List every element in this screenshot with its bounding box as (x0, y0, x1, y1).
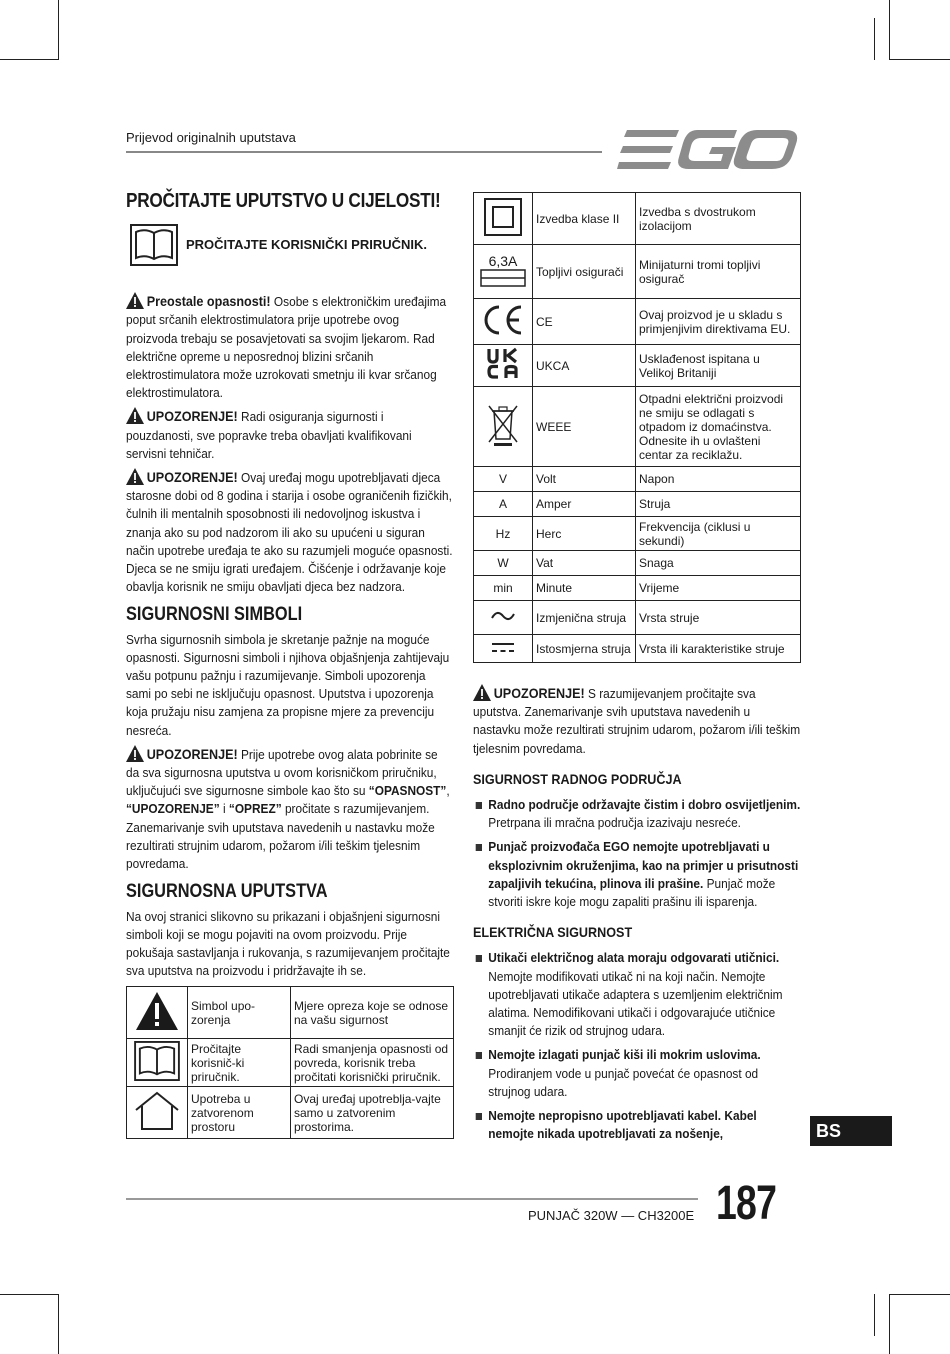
symbol-cell (474, 345, 533, 387)
list-item: Utikači električnog alata moraju odgovarati utičnici. Nemojte modifikovati utikač ni na koji način. Nemojte upotrebljavati utikače adaptera s uzemljenim električnim alatima. Nemodifikovani utikači i odgovarajuće utičnice smanjit će rizik od strujnog udara. (473, 949, 801, 1040)
symbol-name: UKCA (533, 345, 636, 387)
symbol-text: Hz (474, 517, 533, 551)
list-item: Radno područje održavajte čistim i dobro osvijetljenim. Pretrpana ili mračna područja izazivaju nesreće. (473, 796, 801, 832)
symbol-desc: Minijaturni tromi topljivi osigurač (636, 245, 801, 299)
table-row (474, 576, 801, 601)
list-item: Punjač proizvođača EGO nemojte upotrebljavati u eksplozivnim okruženjima, kao na primjer u prisutnosti zapaljivih tekućina, plinova ili prašine. Punjač može stvoriti iskre koje mogu zapaliti prašinu ili isparenja. (473, 838, 801, 911)
symbol-name: Volt (533, 467, 636, 492)
warning-triangle-icon (135, 991, 179, 1031)
warning-icon (126, 468, 144, 485)
dc-current-icon (491, 641, 515, 653)
ce-mark-icon (481, 304, 525, 336)
symbol-text: A (474, 492, 533, 517)
symbol-name: WEEE (533, 387, 636, 467)
table-row (474, 345, 801, 387)
symbol-name: Izmjenična struja (533, 601, 636, 635)
list-item: Nemojte nepropisno upotrebljavati kabel. Kabel nemojte nikada upotrebljavati za nošenje, (473, 1107, 801, 1143)
table-row (127, 987, 454, 1039)
safety-symbols-table (126, 986, 454, 1139)
crop-mark (0, 59, 58, 60)
symbol-desc: Vrsta ili karakteristike struje (636, 635, 801, 663)
symbol-name: Topljivi osigurači (533, 245, 636, 299)
symbol-cell (127, 1039, 188, 1087)
house-icon (133, 1090, 181, 1132)
symbol-cell (474, 601, 533, 635)
warning-icon (126, 292, 144, 309)
paragraph-symbols-purpose: Svrha sigurnosnih simbola je skretanje pažnje na moguće opasnosti. Sigurnosni simboli i njihova objašnjenja zahtijevaju vašu potpunu pažnju i razumijevanje. Simboli upozorenja sami po sebi ne isključuju opasnost. Uputstva i upozorenja koja pružaju nisu zamjena za propisne mjere za prevenciju nesreća. (126, 631, 450, 738)
symbol-cell (474, 635, 533, 663)
header-rule (126, 151, 602, 153)
manual-book-icon (130, 224, 178, 266)
manual-book-icon (133, 1041, 181, 1081)
warning-icon (126, 407, 144, 424)
right-column-text (473, 684, 801, 1149)
symbol-desc: Frekvencija (ciklusi u sekundi) (636, 517, 801, 551)
crop-mark (890, 59, 950, 60)
paragraph-instructions-intro: Na ovoj stranici slikovno su prikazani i objašnjeni sigurnosni simboli koji se mogu pojaviti na ovom proizvodu. Prije pokušaja sastavljanja i rukovanja, s razumijevanjem pročitajte sva uputstva na proizvodu i pridržavajte ih se. (126, 908, 450, 979)
paragraph-warning-children: UPOZORENJE! Ovaj uređaj mogu upotrebljavati djeca starosne dobi od 8 godina i starija i osobe ograničenih fizičkih, čulnih ili mentalnih sposobnosti ili nedovoljnog iskustva i znanja ako su pod nadzorom ili ako su upućeni u siguran način upotrebe uređaja te ako su razumjeli moguće opasnosti. Djeca se ne smiju igrati uređajem. Čišćenje i održavanje koje obavlja korisnik ne smiju obavljati djeca bez nadzora. (126, 469, 453, 595)
heading-work-area-safety: SIGURNOST RADNOG PODRUČJA (473, 770, 682, 787)
symbol-cell (127, 987, 188, 1039)
crop-mark (874, 1294, 875, 1336)
symbol-name: Minute (533, 576, 636, 601)
paragraph-warning-repairs: UPOZORENJE! Radi osiguranja sigurnosti i pouzdanosti, sve popravke treba obavljati kvalifikovani servisni tehničar. (126, 408, 412, 461)
paragraph-warning-read: UPOZORENJE! Prije upotrebe ovog alata pobrinite se da sva sigurnosna uputstva u ovom korisničkom priručniku, uključujući sve sigurnosne simbole kao što su “OPASNOST”, “UPOZORENJE” i “OPREZ” pročitate s razumijevanjem. Zanemarivanje svih uputstava navedenih u nastavku može rezultirati strujnim udarom, požarom i/ili teškim tjelesnim povredama. (126, 745, 450, 872)
left-column (126, 192, 454, 1139)
table-row (474, 245, 801, 299)
fuse-rating: 6,3A (488, 253, 518, 269)
symbol-desc: Ovaj proizvod je u skladu s primjenjivim direktivama EU. (636, 299, 801, 345)
footer-rule (126, 1198, 698, 1200)
table-row (127, 1039, 454, 1087)
crop-mark (889, 0, 890, 60)
symbol-desc: Vrijeme (636, 576, 801, 601)
language-tab: BS (810, 1116, 892, 1146)
crop-mark (889, 1294, 890, 1354)
crop-mark (58, 0, 59, 60)
symbol-desc: Mjere opreza koje se odnose na vašu sigurnost (291, 987, 454, 1039)
symbol-desc: Ovaj uređaj upotreblja-vajte samo u zatvorenim prostorima. (291, 1087, 454, 1139)
header-title: Prijevod originalnih uputstava (126, 130, 296, 145)
symbol-desc: Izvedba s dvostrukom izolacijom (636, 193, 801, 245)
weee-bin-icon (486, 403, 520, 447)
symbol-desc: Snaga (636, 551, 801, 576)
fuse-icon (480, 269, 526, 287)
symbol-text: V (474, 467, 533, 492)
symbol-cell (474, 193, 533, 245)
crop-mark (0, 1294, 58, 1295)
symbol-name: Simbol upo-zorenja (188, 987, 291, 1039)
symbol-desc: Struja (636, 492, 801, 517)
ukca-mark-icon (486, 347, 520, 381)
paragraph-warning-read-all: UPOZORENJE! S razumijevanjem pročitajte sva uputstva. Zanemarivanje svih uputstava navedenih u nastavku može rezultirati strujnim udarom, požarom i/ili teškim tjelesnim povredama. (473, 685, 801, 756)
symbol-cell (127, 1087, 188, 1139)
table-row (474, 492, 801, 517)
symbol-text: W (474, 551, 533, 576)
right-column (473, 192, 801, 663)
symbol-name: Izvedba klase II (533, 193, 636, 245)
warning-icon (126, 745, 144, 762)
symbol-cell (474, 387, 533, 467)
symbol-name: Pročitajte korisnič-ki priručnik. (188, 1039, 291, 1087)
ac-current-icon (490, 609, 516, 623)
symbol-name: Vat (533, 551, 636, 576)
read-manual-label: PROČITAJTE KORISNIČKI PRIRUČNIK. (186, 237, 427, 253)
table-row (474, 635, 801, 663)
symbol-name: Amper (533, 492, 636, 517)
symbol-desc: Radi smanjenja opasnosti od povreda, korisnik treba pročitati korisnički priručnik. (291, 1039, 454, 1087)
symbol-desc: Usklađenost ispitana u Velikoj Britaniji (636, 345, 801, 387)
table-row (474, 387, 801, 467)
crop-mark (890, 1294, 950, 1295)
heading-electrical-safety: ELEKTRIČNA SIGURNOST (473, 924, 633, 941)
table-row (474, 551, 801, 576)
symbol-name: Herc (533, 517, 636, 551)
symbol-cell (474, 299, 533, 345)
symbol-desc: Vrsta struje (636, 601, 801, 635)
symbols-table (473, 192, 801, 663)
class-ii-icon (483, 197, 523, 237)
read-manual-notice (130, 224, 454, 266)
footer-product: PUNJAČ 320W — CH3200E (528, 1208, 695, 1223)
warning-icon (473, 684, 491, 701)
table-row (474, 299, 801, 345)
symbol-text: min (474, 576, 533, 601)
symbol-cell (474, 245, 533, 299)
heading-safety-symbols: SIGURNOSNI SIMBOLI (126, 604, 303, 626)
crop-mark (874, 18, 875, 60)
paragraph-residual-risks: Preostale opasnosti! Osobe s elektroničkim uređajima poput srčanih elektrostimulatora prije upotrebe ovog proizvoda trebaju se posavjetovati sa svojim ljekarom. Rad električne opreme u neposrednoj blizini srčanih elektrostimulatora može uzrokovati smetnju ili kvar srčanog elektrostimulatora. (126, 293, 447, 401)
symbol-name: Istosmjerna struja (533, 635, 636, 663)
main-title: PROČITAJTE UPUTSTVO U CIJELOSTI! (126, 190, 441, 212)
page-number: 187 (716, 1177, 777, 1230)
crop-mark (58, 1294, 59, 1354)
symbol-name: CE (533, 299, 636, 345)
table-row (474, 517, 801, 551)
table-row (127, 1087, 454, 1139)
symbol-desc: Otpadni električni proizvodi ne smiju se odlagati s otpadom iz domaćinstva. Odnesite ih u ovlašteni centar za reciklažu. (636, 387, 801, 467)
ego-logo (617, 130, 799, 175)
list-item: Nemojte izlagati punjač kiši ili mokrim uslovima. Prodiranjem vode u punjač povećat će opasnost od strujnog udara. (473, 1046, 801, 1101)
heading-safety-instructions: SIGURNOSNA UPUTSTVA (126, 881, 328, 903)
symbol-name: Upotreba u zatvorenom prostoru (188, 1087, 291, 1139)
table-row (474, 601, 801, 635)
symbol-desc: Napon (636, 467, 801, 492)
table-row (474, 467, 801, 492)
table-row (474, 193, 801, 245)
